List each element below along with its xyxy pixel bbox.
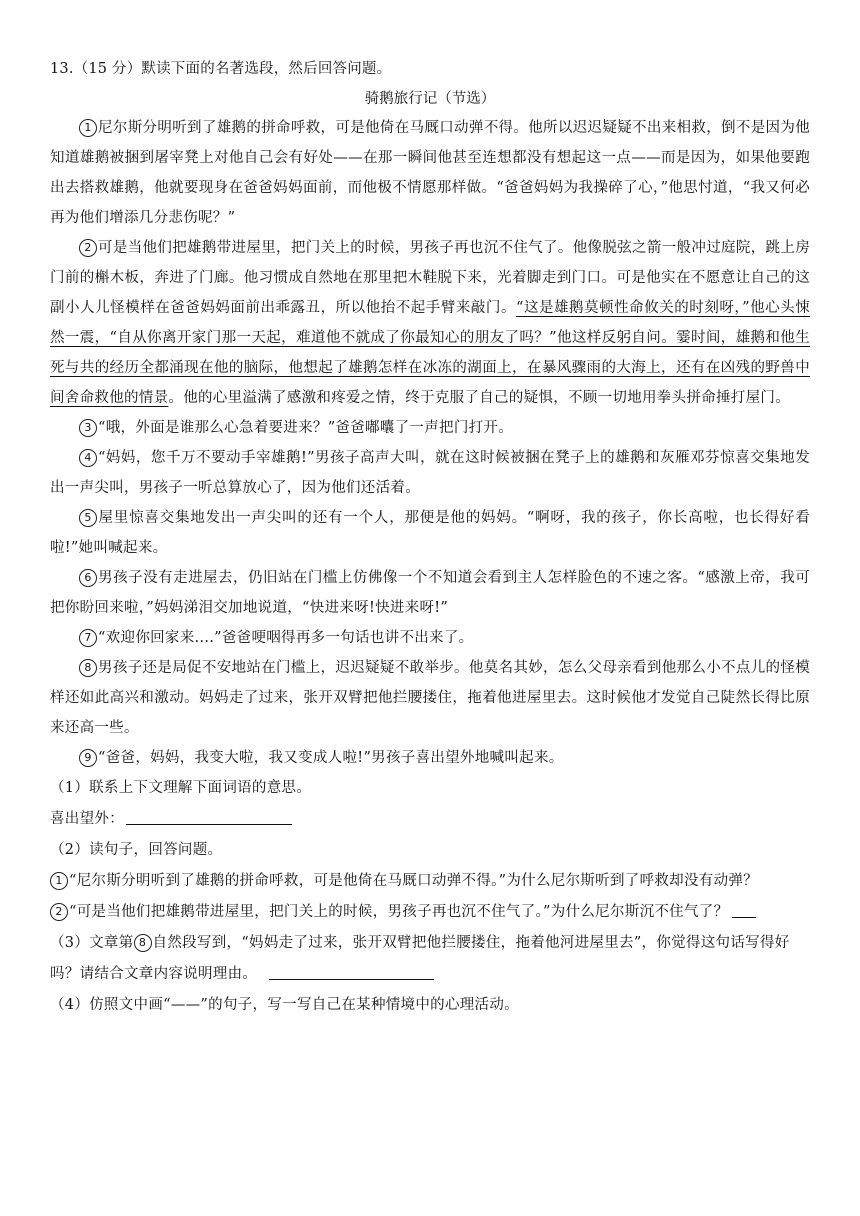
question-2-2 bbox=[50, 897, 810, 928]
paragraph-text: 男孩子没有走进屋去，仍旧站在门槛上仿佛像一个不知道会看到主人怎样脸色的不速之客。“感激上帝，我可把你盼回来啦，”妈妈涕泪交加地说道，“快进来呀!快进来呀!” bbox=[50, 570, 810, 616]
circled-number: 8 bbox=[134, 934, 152, 952]
paragraph-9 bbox=[50, 743, 810, 773]
circled-number: 4 bbox=[79, 449, 97, 467]
question-header: 13.（15 分）默读下面的名著选段，然后回答问题。 bbox=[50, 61, 392, 77]
answer-blank[interactable] bbox=[732, 901, 756, 918]
circled-number: 9 bbox=[79, 749, 97, 767]
paragraph-text: “爸爸，妈妈，我变大啦，我又变成人啦!”男孩子喜出望外地喊叫起来。 bbox=[98, 750, 564, 766]
answer-blank[interactable] bbox=[269, 963, 434, 980]
paragraph-8 bbox=[50, 653, 810, 743]
paragraph-text: 尼尔斯分明听到了雄鹅的拼命呼救，可是他倚在马厩口动弹不得。他所以迟迟疑疑不出来相救，倒不是因为他知道雄鹅被捆到屠宰凳上对他自己会有好处——在那一瞬间他甚至连想都没有想起这一点——而是因为，如果他要跑出去搭救雄鹅，他就要现身在爸爸妈妈面前，而他极不情愿那样做。“爸爸妈妈为我操碎了心，”他思忖道，“我又何必再为他们增添几分悲伤呢？” bbox=[50, 120, 810, 226]
circled-number: 1 bbox=[79, 119, 97, 137]
question-1-term bbox=[50, 804, 810, 835]
paragraph-text: 屋里惊喜交集地发出一声尖叫的还有一个人，那便是他的妈妈。“啊呀，我的孩子，你长高啦，也长得好看啦!”她叫喊起来。 bbox=[50, 510, 810, 556]
question-text: 自然段写到，“妈妈走了过来，张开双臂把他拦腰搂住，拖着他河进屋里去”，你觉得这句话写得好吗？请结合文章内容说明理由。 bbox=[50, 935, 790, 982]
circled-number: 8 bbox=[79, 659, 97, 677]
question-1-label: （1）联系上下文理解下面词语的意思。 bbox=[50, 780, 312, 796]
paragraph-4 bbox=[50, 443, 810, 503]
circled-number: 5 bbox=[79, 509, 97, 527]
question-text: （3）文章第 bbox=[50, 935, 134, 951]
question-text: “可是当他们把雄鹅带进屋里，把门关上的时候，男孩子再也沉不住气了。”为什么尼尔斯沉不住气了？ bbox=[69, 904, 729, 920]
underlined-sentence: “这是雄鹅莫顿性命攸关的时刻呀，”他心头悚然一震，“自从你离开家门那一天起，难道他不就成了你最知心的朋友了吗？”他这样反躬自问。霎时间，雄鹅和他生死与共的经历全都涌现在他的脑际，他想起了雄鹅怎样在冰冻的湖面上，在暴风骤雨的大海上，还有在凶残的野兽中间舍命救他的情景 bbox=[50, 300, 811, 406]
circled-number: 3 bbox=[79, 419, 97, 437]
paragraph-text: “妈妈，您千万不要动手宰雄鹅!”男孩子高声大叫，就在这时候被捆在凳子上的雄鹅和灰雁邓芬惊喜交集地发出一声尖叫，男孩子一听总算放心了，因为他们还活着。 bbox=[50, 450, 810, 496]
term-label: 喜出望外： bbox=[50, 811, 124, 827]
question-text: “尼尔斯分明听到了雄鹅的拼命呼救，可是他倚在马厩口动弹不得。”为什么尼尔斯听到了呼救却没有动弹？ bbox=[69, 873, 758, 889]
circled-number: 1 bbox=[50, 872, 68, 890]
paragraph-7 bbox=[50, 623, 810, 653]
paragraph-1 bbox=[50, 113, 810, 233]
paragraph-6 bbox=[50, 563, 810, 623]
question-4: （4）仿照文中画“——”的句子，写一写自己在某种情境中的心理活动。 bbox=[50, 997, 519, 1013]
question-2-label: （2）读句子，回答问题。 bbox=[50, 842, 223, 858]
paragraph-3 bbox=[50, 413, 810, 443]
passage-title: 骑鹅旅行记（节选） bbox=[364, 91, 496, 107]
paragraph-2 bbox=[50, 233, 810, 413]
paragraph-text: “哦，外面是谁那么心急着要进来？”爸爸嘟囔了一声把门打开。 bbox=[98, 420, 514, 436]
answer-blank[interactable] bbox=[126, 808, 292, 825]
circled-number: 6 bbox=[79, 569, 97, 587]
paragraph-text: 可是当他们把雄鹅带进屋里，把门关上的时候，男孩子再也沉不住气了。他像脱弦之箭一般冲过庭院，跳上房门前的槲木板，奔进了门廊。他习惯成自然地在那里把木鞋脱下来，光着脚走到门口。可是他实在不愿意让自己的这副小人儿怪模样在爸爸妈妈面前出乖露丑，所以他抬不起手臂来敲门。 bbox=[50, 240, 810, 316]
paragraph-text: “欢迎你回家来....”爸爸哽咽得再多一句话也讲不出来了。 bbox=[98, 630, 474, 646]
circled-number: 2 bbox=[50, 903, 68, 921]
paragraph-5 bbox=[50, 503, 810, 563]
paragraph-text: 。他的心里溢满了感激和疼爱之情，终于克服了自己的疑惧，不顾一切地用拳头拼命捶打屋门。 bbox=[168, 390, 791, 406]
question-2-1 bbox=[50, 866, 810, 897]
question-3 bbox=[50, 928, 810, 990]
paragraph-text: 男孩子还是局促不安地站在门槛上，迟迟疑疑不敢举步。他莫名其妙，怎么父母亲看到他那么小不点儿的怪模样还如此高兴和激动。妈妈走了过来，张开双臂把他拦腰搂住，拖着他进屋里去。这时候他才发觉自己陡然长得比原来还高一些。 bbox=[50, 660, 810, 736]
circled-number: 2 bbox=[79, 239, 97, 257]
circled-number: 7 bbox=[79, 629, 97, 647]
